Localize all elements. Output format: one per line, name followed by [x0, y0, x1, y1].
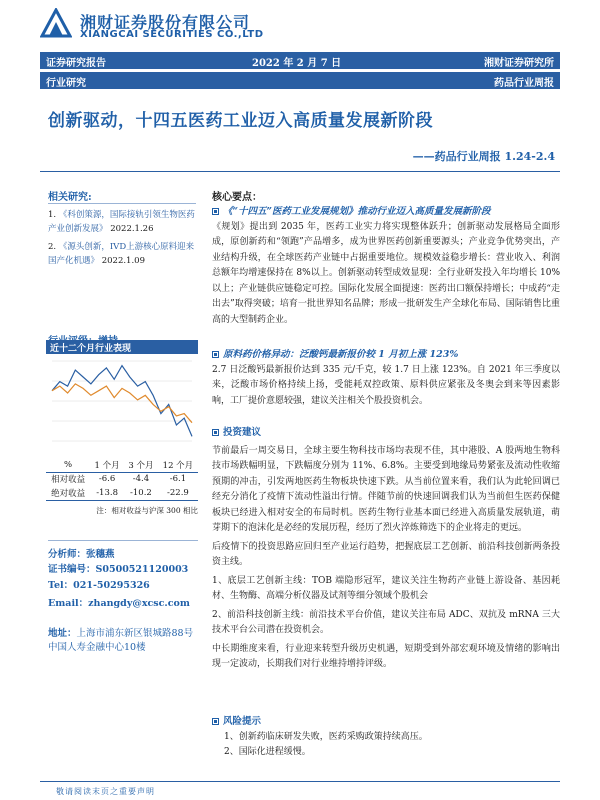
table-cell: 绝对收益	[51, 488, 86, 499]
analyst	[48, 546, 115, 560]
title-divider	[40, 171, 560, 172]
section-api-body: 2.7 日泛酸钙最新报价达到 335 元/千克，较 1.7 日上涨 123%。自 2021 年三季度以来，泛酸市场价格持续上扬，受能耗双控政策、原料供应紧张及冬奥会到来等因素影响，工厂提价意愿较强，建议关注相关个股投资机会。	[212, 364, 560, 406]
report-category: 行业研究	[46, 78, 86, 89]
address-block	[48, 627, 198, 655]
section-title: 风险提示	[223, 716, 262, 727]
bullet-icon	[212, 351, 219, 358]
section-title: 投资建议	[223, 427, 262, 438]
cert-number: 证书编号：S0500521120003	[48, 564, 189, 575]
table-header: 1 个月	[94, 460, 120, 471]
performance-table-wrap	[46, 458, 198, 516]
company-name-cn: 湘财证券股份有限公司	[80, 13, 251, 32]
table-cell: -22.9	[167, 487, 189, 498]
report-type: 证券研究报告	[46, 58, 106, 69]
page-title: 创新驱动，十四五医药工业迈入高质量发展新阶段	[48, 111, 433, 131]
related-num: 1.	[48, 210, 57, 220]
core-points-heading: 核心要点：	[212, 192, 262, 203]
address-label: 地址：	[48, 628, 77, 639]
related-date: 2022.1.26	[110, 224, 154, 234]
footer-disclaimer: 敬请阅读末页之重要声明	[56, 787, 155, 796]
company-logo-icon	[40, 8, 72, 38]
related-date: 2022.1.09	[101, 256, 145, 266]
bullet-icon	[212, 208, 219, 215]
email[interactable]: Email：zhangdy@xcsc.com	[48, 598, 190, 609]
section-api	[212, 347, 560, 409]
section-invest	[212, 425, 560, 673]
footer-divider	[40, 781, 560, 782]
table-header: %	[64, 459, 73, 470]
table-row	[46, 486, 198, 500]
related-research-heading: 相关研究:	[48, 192, 92, 203]
risk-item: 2、国际化进程缓慢。	[224, 747, 311, 757]
company-name-en: XIANGCAI SECURITIES CO.,LTD	[80, 29, 264, 40]
report-date: 2022 年 2 月 7 日	[252, 58, 342, 69]
invest-paragraph: 中长期维度来看，行业迎来转型升级历史机遇，短期受到外部宏观环境及情绪的影响出现一定波动，长期我们对行业维持增持评级。	[212, 643, 560, 669]
risk-item: 1、创新药临床研发失败，医药采购政策持续高压。	[224, 731, 428, 742]
section-title: 原料药价格异动：泛酸钙最新报价较 1 月初上涨 123%	[223, 349, 459, 360]
section-policy	[212, 204, 560, 328]
table-header: 3 个月	[128, 460, 154, 471]
institute-name: 湘财证券研究所	[484, 58, 554, 69]
chart-heading: 近十二个月行业表现	[50, 344, 132, 354]
table-cell: -4.4	[132, 474, 150, 485]
table-cell: -10.2	[130, 487, 152, 498]
related-item[interactable]	[48, 208, 198, 236]
page-subtitle: ——药品行业周报 1.24-2.4	[412, 150, 555, 163]
telephone: Tel：021-50295326	[48, 580, 150, 591]
header-band-top	[40, 52, 560, 69]
related-item[interactable]	[48, 240, 198, 268]
section-api-title	[212, 347, 560, 363]
section-title: “十四五”医药工业发展规划》推动行业迈入高质量发展新阶段	[232, 206, 491, 217]
section-policy-title: 《“十四五”医药工业发展规划》推动行业迈入高质量发展新阶段	[212, 204, 560, 220]
analyst-name: 张穗燕	[86, 549, 115, 560]
report-series: 药品行业周报	[494, 78, 554, 89]
chart-heading-band	[46, 340, 198, 354]
section-policy-body: 《规划》提出到 2035 年，医药工业实力将实现整体跃升；创新驱动发展格局全面形成，原创新药和“领跑”产品增多，成为世界医药创新重要源头；产业竞争优势突出，产业结构升级，在全球医药产业链中占据重要地位。规模效益稳步增长：营业收入、利润总额年均增速保持在 8%以上。创新驱动转型成效显现：全行业研发投入年均增长 10%以上；产业链供应链稳定可控。国际化发展全面提速：医药出口额保持增长；中成药“走出去”取得突破；培育一批世界知名品牌；形成一批研发生产全球化布局、国际销售比重高的大型制药企业。	[212, 221, 560, 325]
contact-divider	[48, 540, 198, 541]
table-note: 注：相对收益与沪深 300 相比	[96, 505, 198, 515]
related-num: 2.	[48, 242, 57, 252]
table-cell: -6.6	[98, 474, 116, 485]
bullet-icon	[212, 718, 219, 725]
analyst-label: 分析师：	[48, 549, 87, 560]
related-divider	[48, 203, 196, 204]
bullet-icon	[212, 429, 219, 436]
invest-paragraph: 1、底层工艺创新主线：TOB 端隐形冠军，建议关注生物药产业链上游设备、基因耗材、生物酶、高端分析仪器及试剂等细分领域个股机会	[212, 575, 560, 601]
chart-series-line-1	[52, 384, 192, 423]
table-row	[46, 472, 198, 486]
table-cell: 相对收益	[51, 475, 86, 486]
section-invest-title	[212, 425, 560, 441]
related-title: 《源头创新，IVD上游核心原料迎来国产化机遇》	[48, 242, 195, 266]
header-band-bottom	[40, 72, 560, 89]
invest-paragraph: 后疫情下的投资思路应回归至产业运行趋势，把握底层工艺创新、前沿科技创新两条投资主线。	[212, 541, 560, 567]
invest-paragraph: 2、前沿科技创新主线：前沿技术平台价值，建议关注布局 ADC、双抗及 mRNA 三大技术平台公司潜在投资机会。	[212, 609, 560, 635]
related-title: 《科创策源，国际接轨引领生物医药产业创新发展》	[48, 210, 195, 234]
address: 上海市浦东新区银城路88号中国人寿金融中心10楼	[48, 628, 194, 653]
section-risk	[212, 714, 560, 761]
table-header-row	[46, 458, 198, 472]
table-header: 12 个月	[162, 460, 194, 471]
table-cell: -13.8	[96, 487, 118, 498]
performance-table	[46, 458, 198, 501]
invest-paragraph: 节前最后一周交易日，全球主要生物科技市场均表现不佳，其中港股、A 股两地生物科技市场跌幅明显，下跌幅度分别为 11%、6.8%。主要受到地缘局势紧张及流动性收缩预期的冲击，引发两地医药生物板块快速下跌。从当前位置来看，我们认为此轮回调已经充分消化了疫情下流动性溢出行情。伴随节前的快速回调我们认为当前但生医药保健板块已经进入相对安全的布局时机。医药生物行业基本面已经进入高质量发展轨道，萌芽期下的泡沫化是必经的发展历程，经历了烈火淬炼筛选下的企业将走的更远。	[212, 445, 560, 533]
performance-chart	[46, 355, 196, 455]
table-cell: -6.1	[169, 474, 187, 485]
section-risk-title	[212, 714, 560, 730]
